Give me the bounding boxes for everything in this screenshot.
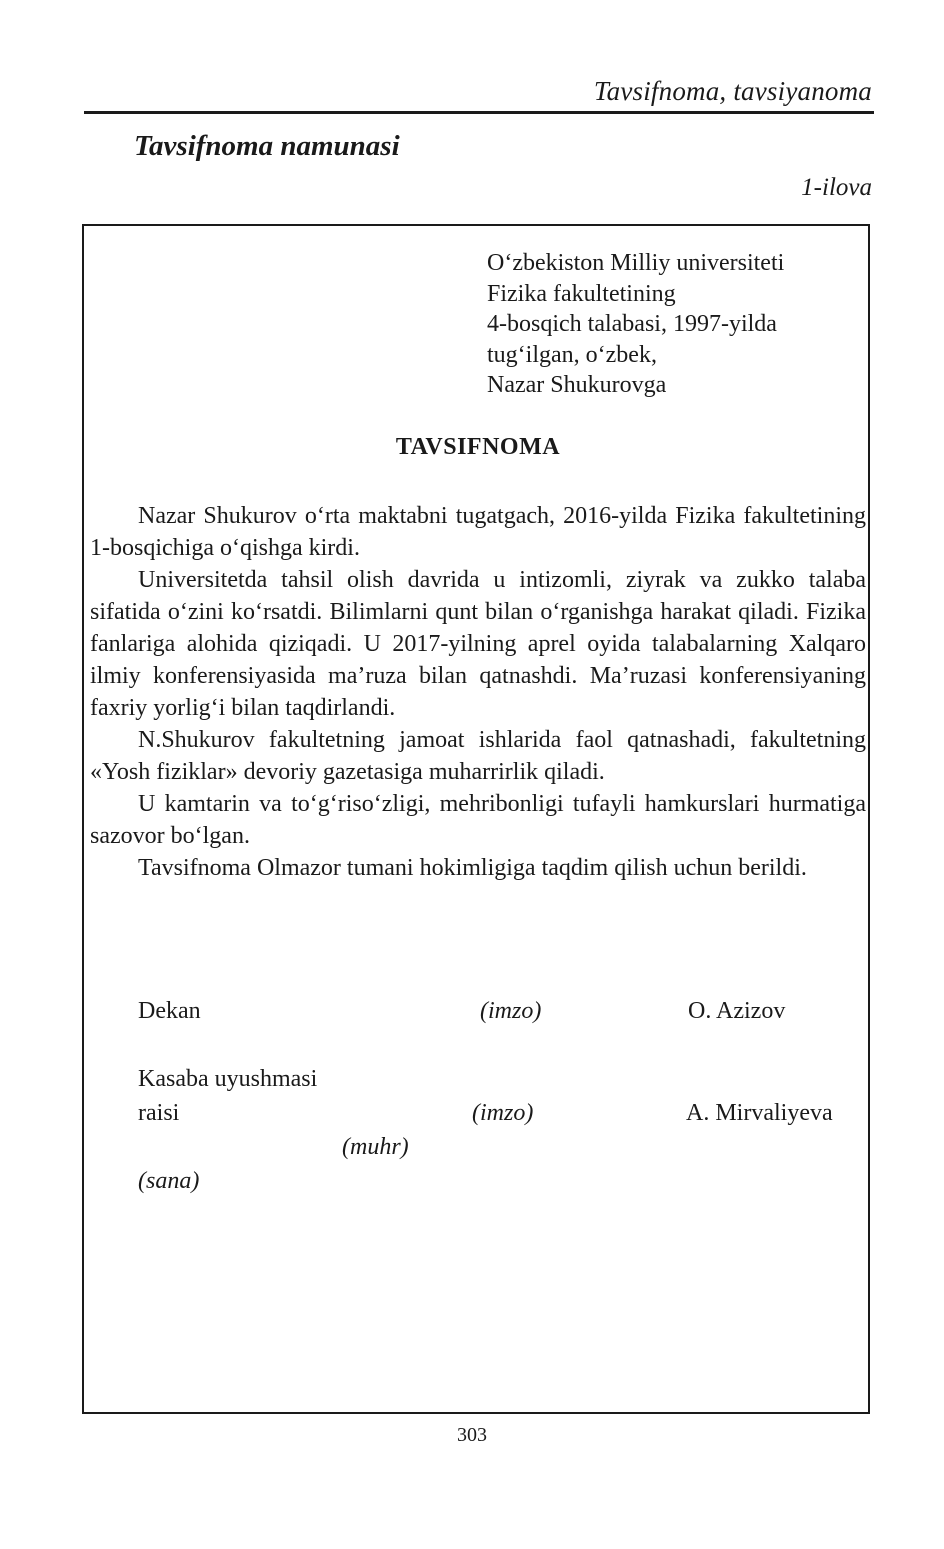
running-head: Tavsifnoma, tavsiyanoma: [593, 76, 872, 106]
body-paragraph: N.Shukurov fakultetning jamoat ishlarida faol qatnashadi, fakultetning «Yosh fiziklar» devoriy gazetasiga muharrirlik qiladi.: [90, 727, 866, 785]
addressee-line: Fizika fakultetining: [487, 280, 676, 307]
dean-name: O. Azizov: [688, 998, 786, 1024]
document-frame: [82, 224, 870, 1414]
addressee-block: [487, 248, 784, 401]
date-placeholder: (sana): [138, 1168, 200, 1194]
union-title-line1: Kasaba uyushmasi: [138, 1066, 318, 1092]
addressee-line: 4-bosqich talabasi, 1997-yilda: [487, 311, 777, 337]
body-paragraph: Universitetda tahsil olish davrida u intizomli, ziyrak va zukko talaba sifatida o‘zini ko‘rsatdi. Bilimlarni qunt bilan o‘rganishga harakat qiladi. Fizika fanlariga alohida qiziqadi. U 2017-yilning aprel oyida talabalarning Xalqaro ilmiy konferensiyasida ma’ruza bilan qatnashdi. Ma’ruzasi konferensiyaning faxriy yorlig‘i bilan taqdirlandi.: [90, 567, 866, 721]
header-rule: [84, 111, 874, 114]
page-number: 303: [457, 1424, 487, 1446]
body-paragraph: U kamtarin va to‘g‘riso‘zligi, mehribonligi tufayli hamkurslari hurmatiga sazovor bo‘lgan.: [90, 791, 866, 849]
dean-title: Dekan: [138, 998, 201, 1024]
body-paragraph: Tavsifnoma Olmazor tumani hokimligiga taqdim qilish uchun berildi.: [138, 855, 807, 881]
addressee-line: Nazar Shukurovga: [487, 372, 667, 398]
union-signature-placeholder: (imzo): [472, 1100, 534, 1126]
addressee-line: O‘zbekiston Milliy universiteti: [487, 250, 785, 276]
document-body: [90, 500, 866, 884]
appendix-label: 1-ilova: [801, 174, 872, 201]
union-name: A. Mirvaliyeva: [686, 1100, 833, 1126]
document-title: TAVSIFNOMA: [395, 434, 561, 460]
sample-title: Tavsifnoma namunasi: [134, 130, 400, 162]
stamp-placeholder: (muhr): [342, 1134, 409, 1160]
body-paragraph: Nazar Shukurov o‘rta maktabni tugatgach, 2016-yilda Fizika fakultetining 1-bosqichiga o‘qishga kirdi.: [90, 503, 866, 561]
addressee-line: tug‘ilgan, o‘zbek,: [487, 341, 657, 368]
union-title-line2: raisi: [138, 1100, 180, 1126]
dean-signature-placeholder: (imzo): [480, 998, 542, 1024]
